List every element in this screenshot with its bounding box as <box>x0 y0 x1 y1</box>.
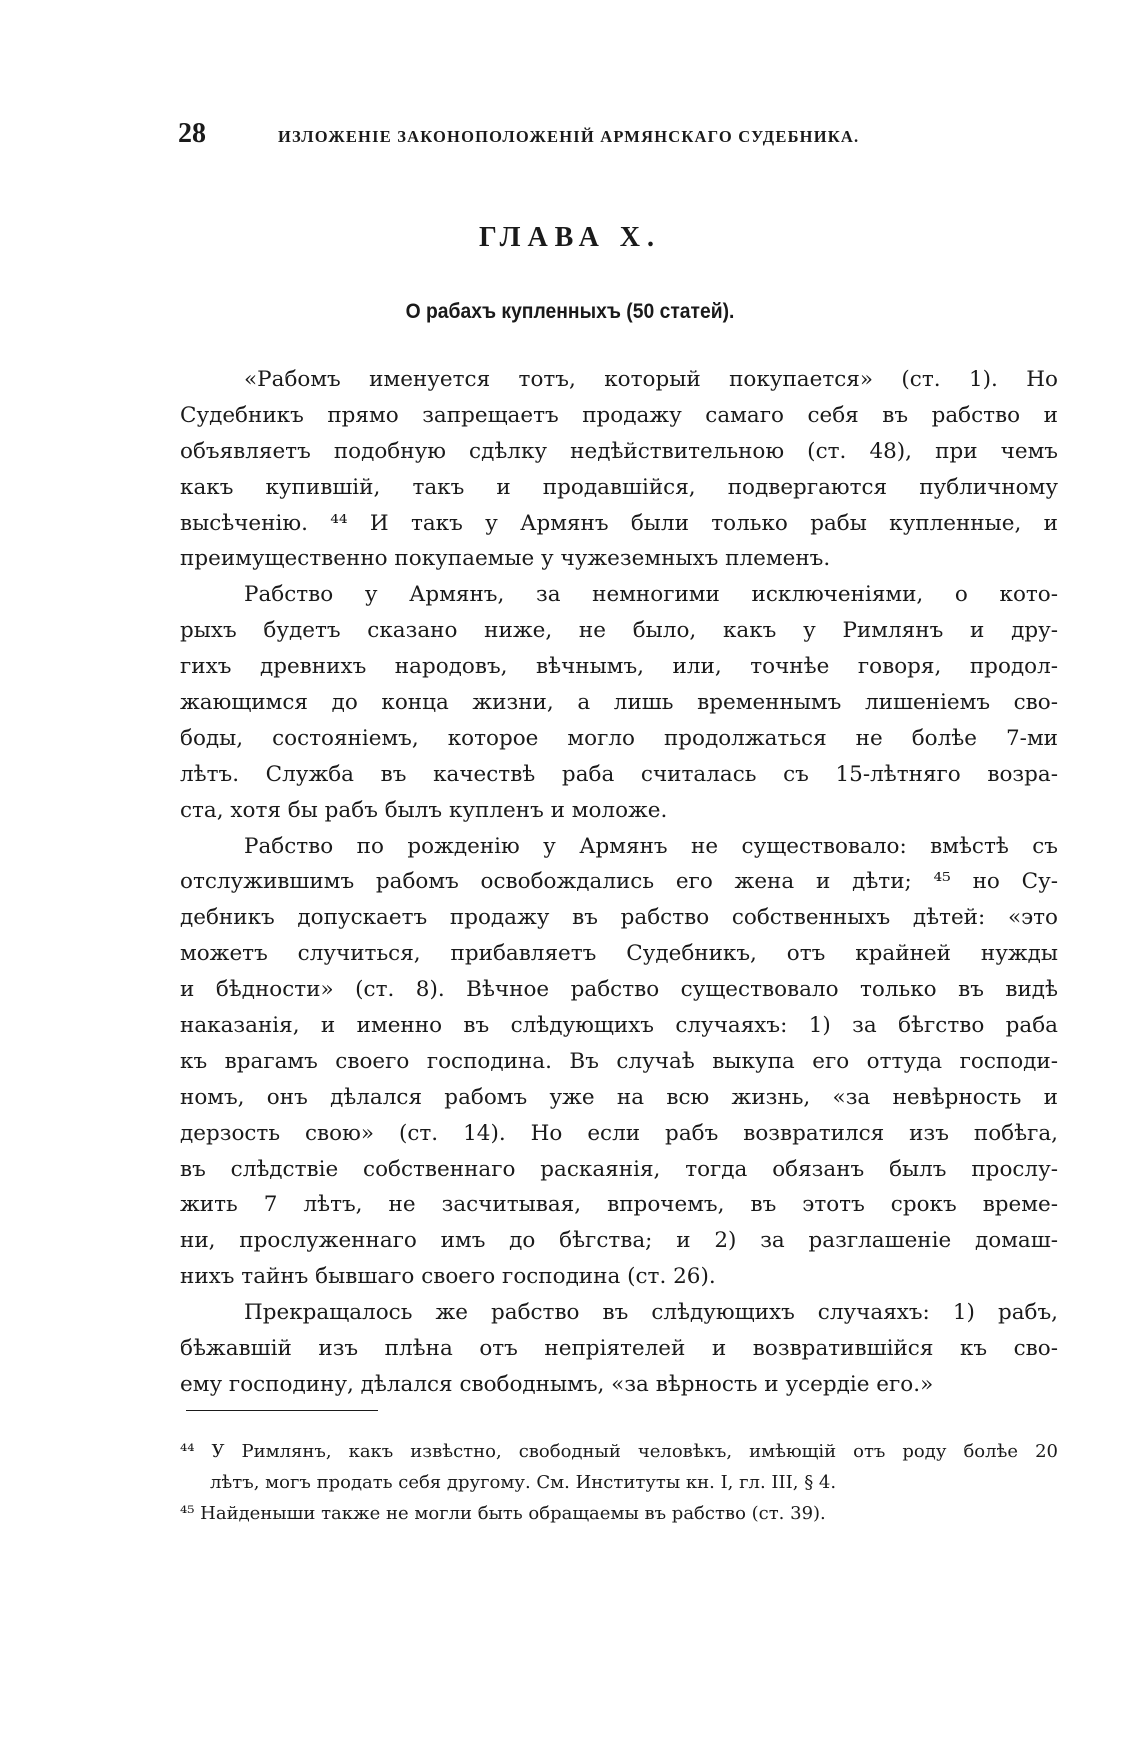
text-line: номъ, онъ дѣлался рабомъ уже на всю жизнь, «за невѣрность и <box>180 1084 1058 1110</box>
text-line: въ слѣдствіе собственнаго раскаянія, тогда обязанъ былъ прослу- <box>180 1156 1058 1182</box>
paragraph <box>180 1295 1058 1403</box>
text-line: Рабство у Армянъ, за немногими исключеніями, о кото- <box>244 582 1058 608</box>
text-line: ста, хотя бы рабъ былъ купленъ и моложе. <box>180 797 668 823</box>
footnote-divider <box>186 1410 378 1411</box>
text-line: высѣченію. ⁴⁴ И такъ у Армянъ были только рабы купленные, и <box>180 510 1058 536</box>
text-line: дебникъ допускаетъ продажу въ рабство собственныхъ дѣтей: «это <box>180 905 1058 931</box>
footnote <box>180 1436 1058 1498</box>
body-text <box>180 362 1058 1403</box>
page-number: 28 <box>178 118 206 149</box>
text-line: Прекращалось же рабство въ слѣдующихъ случаяхъ: 1) рабъ, <box>244 1300 1058 1326</box>
running-title: ИЗЛОЖЕНІЕ ЗАКОНОПОЛОЖЕНІЙ АРМЯНСКАГО СУДЕБНИКА. <box>278 127 860 146</box>
text-line: «Рабомъ именуется тотъ, который покупается» (ст. 1). Но <box>244 367 1058 392</box>
text-line: наказанія, и именно въ слѣдующихъ случаяхъ: 1) за бѣгство раба <box>180 1013 1058 1039</box>
text-line: ни, прослуженнаго имъ до бѣгства; и 2) за разглашеніе домаш- <box>180 1228 1058 1254</box>
footnote-line: ⁴⁵ Найденыши также не могли быть обращаемы въ рабство (ст. 39). <box>180 1503 826 1524</box>
chapter-title: ГЛАВА X. <box>478 222 662 253</box>
text-line: жить 7 лѣтъ, не засчитывая, впрочемъ, въ этотъ срокъ време- <box>180 1192 1058 1218</box>
text-line: объявляетъ подобную сдѣлку недѣйствительною (ст. 48), при чемъ <box>180 438 1058 464</box>
text-line: жающимся до конца жизни, а лишь временнымъ лишеніемъ сво- <box>180 690 1058 716</box>
text-line: дерзость свою» (ст. 14). Но если рабъ возвратился изъ побѣга, <box>180 1120 1058 1146</box>
text-line: нихъ тайнъ бывшаго своего господина (ст. 26). <box>180 1264 716 1290</box>
paragraph <box>180 829 1058 1296</box>
footnote <box>180 1498 1058 1529</box>
text-line: Судебникъ прямо запрещаетъ продажу самаго себя въ рабство и <box>180 402 1058 428</box>
text-line: можетъ случиться, прибавляетъ Судебникъ, отъ крайней нужды <box>180 941 1058 967</box>
text-line: къ врагамъ своего господина. Въ случаѣ выкупа его оттуда господи- <box>180 1048 1058 1074</box>
text-line: рыхъ будетъ сказано ниже, не было, какъ у Римлянъ и дру- <box>180 618 1058 644</box>
text-line: бѣжавшій изъ плѣна отъ непріятелей и возвратившійся къ сво- <box>180 1336 1058 1362</box>
chapter-subtitle: О рабахъ купленныхъ (50 статей). <box>405 300 735 323</box>
footnotes <box>180 1436 1058 1529</box>
paragraph <box>180 362 1058 577</box>
text-line: ему господину, дѣлался свободнымъ, «за вѣрность и усердіе его.» <box>180 1371 934 1397</box>
text-line: гихъ древнихъ народовъ, вѣчнымъ, или, точнѣе говоря, продол- <box>180 654 1058 680</box>
text-line: и бѣдности» (ст. 8). Вѣчное рабство существовало только въ видѣ <box>180 977 1058 1003</box>
text-line: лѣтъ. Служба въ качествѣ раба считалась съ 15-лѣтняго возра- <box>180 761 1058 787</box>
text-line: преимущественно покупаемые у чужеземныхъ племенъ. <box>180 546 831 572</box>
text-line: боды, состояніемъ, которое могло продолжаться не болѣе 7-ми <box>180 725 1058 751</box>
running-head <box>178 118 1058 148</box>
text-line: отслужившимъ рабомъ освобождались его жена и дѣти; ⁴⁵ но Су- <box>180 869 1058 895</box>
text-line: какъ купившій, такъ и продавшійся, подвергаются публичному <box>180 474 1058 500</box>
footnote-line: лѣтъ, могъ продать себя другому. См. Институты кн. I, гл. III, § 4. <box>210 1472 837 1493</box>
text-line: Рабство по рожденію у Армянъ не существовало: вмѣстѣ съ <box>244 833 1058 859</box>
paragraph <box>180 577 1058 828</box>
footnote-line: ⁴⁴ У Римлянъ, какъ извѣстно, свободный человѣкъ, имѣющій отъ роду болѣе 20 <box>180 1441 1058 1462</box>
